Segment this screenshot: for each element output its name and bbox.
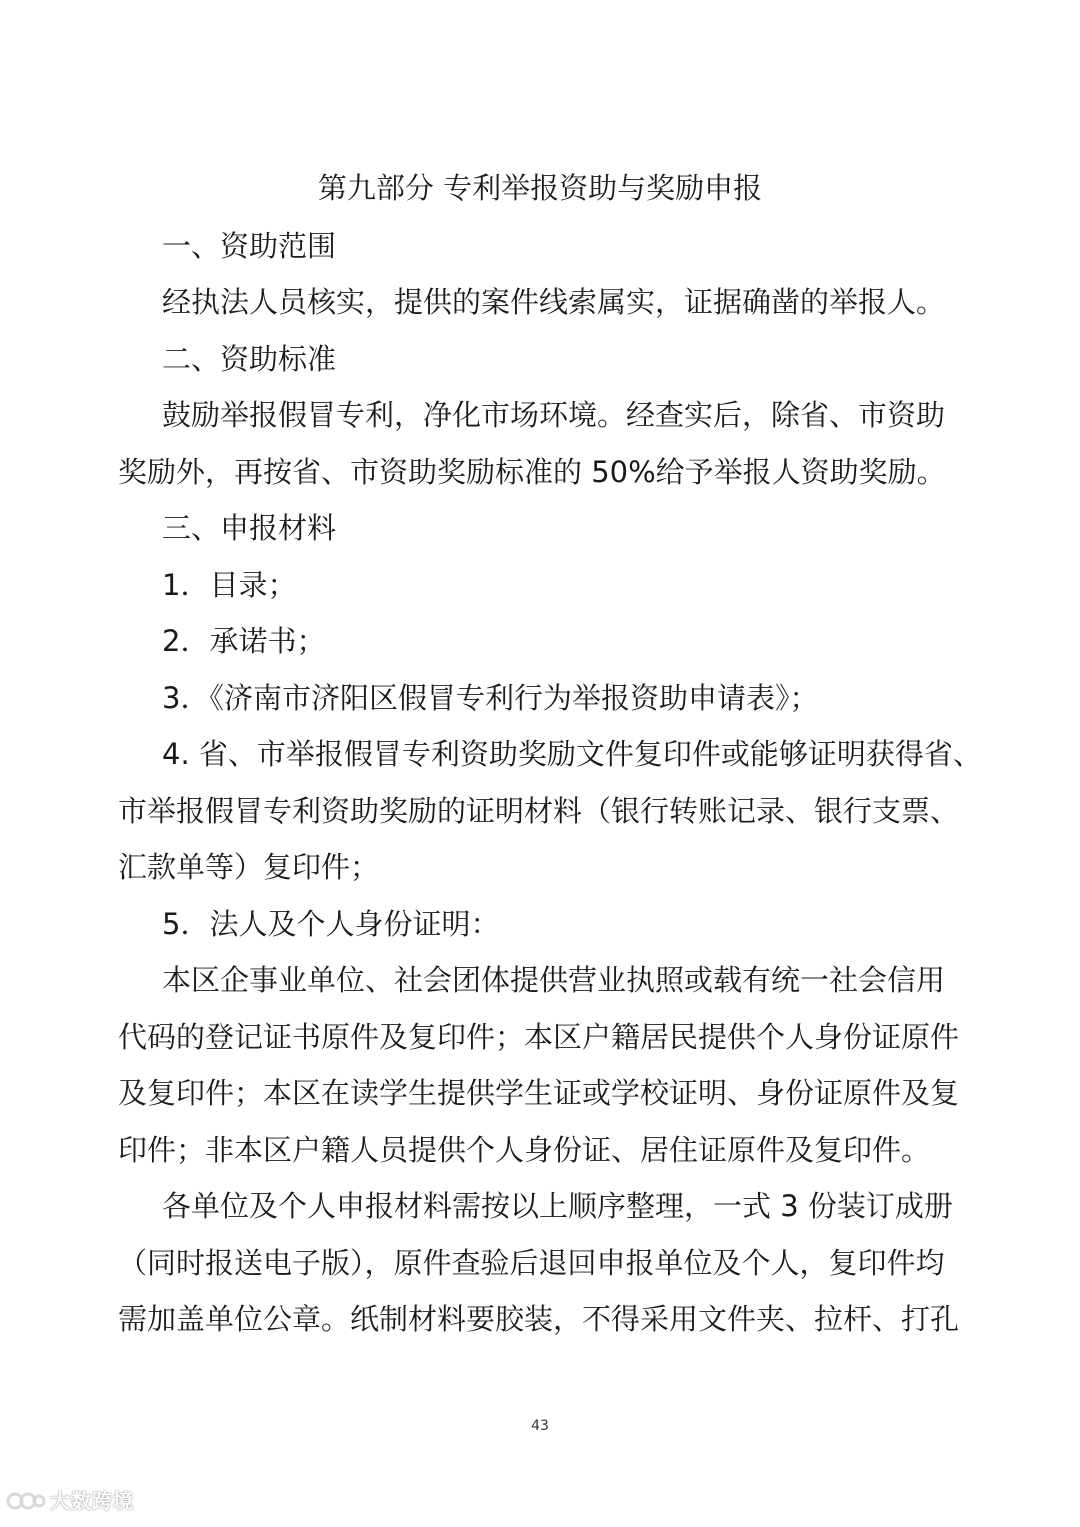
section1-heading: 一、资助范围 [162, 229, 337, 263]
item5-detail-line4: 印件；非本区户籍人员提供个人身份证、居住证原件及复印件。 [118, 1133, 931, 1167]
item5-detail-line2: 代码的登记证书原件及复印件；本区户籍居民提供个人身份证原件 [118, 1020, 960, 1054]
note-line3: 需加盖单位公章。纸制材料要胶装，不得采用文件夹、拉杆、打孔 [118, 1302, 960, 1336]
watermark [6, 1488, 134, 1514]
note-line2: （同时报送电子版），原件查验后退回申报单位及个人，复印件均 [118, 1246, 945, 1280]
section2-text-line1: 鼓励举报假冒专利，净化市场环境。经查实后，除省、市资助 [162, 398, 946, 432]
section3-heading: 三、申报材料 [162, 511, 337, 545]
page-number: 43 [531, 1418, 549, 1434]
list-item-4-line2: 市举报假冒专利资助奖励的证明材料（银行转账记录、银行支票、 [118, 794, 960, 828]
list-item-4-line3: 汇款单等）复印件； [118, 850, 380, 884]
watermark-text: 大数跨境 [50, 1489, 134, 1513]
section2-heading: 二、资助标准 [162, 342, 337, 376]
note-line1: 各单位及个人申报材料需按以上顺序整理，一式 3 份装订成册 [162, 1189, 953, 1223]
list-item-4-line1: 4. 省、市举报假冒专利资助奖励文件复印件或能够证明获得省、 [162, 737, 982, 771]
list-item-2: 2．承诺书； [162, 624, 326, 658]
watermark-logo-icon [6, 1488, 46, 1514]
list-item-3: 3．《济南市济阳区假冒专利行为举报资助申请表》； [162, 681, 819, 715]
section2-text-line2: 奖励外，再按省、市资助奖励标准的 50%给予举报人资助奖励。 [118, 455, 946, 489]
page-title: 第九部分 专利举报资助与奖励申报 [317, 171, 763, 205]
list-item-1: 1．目录； [162, 568, 297, 602]
item5-detail-line3: 及复印件；本区在读学生提供学生证或学校证明、身份证原件及复 [118, 1076, 960, 1110]
item5-detail-line1: 本区企事业单位、社会团体提供营业执照或载有统一社会信用 [162, 963, 946, 997]
section1-text: 经执法人员核实，提供的案件线索属实，证据确凿的举报人。 [162, 285, 946, 319]
list-item-5: 5．法人及个人身份证明： [162, 907, 500, 941]
